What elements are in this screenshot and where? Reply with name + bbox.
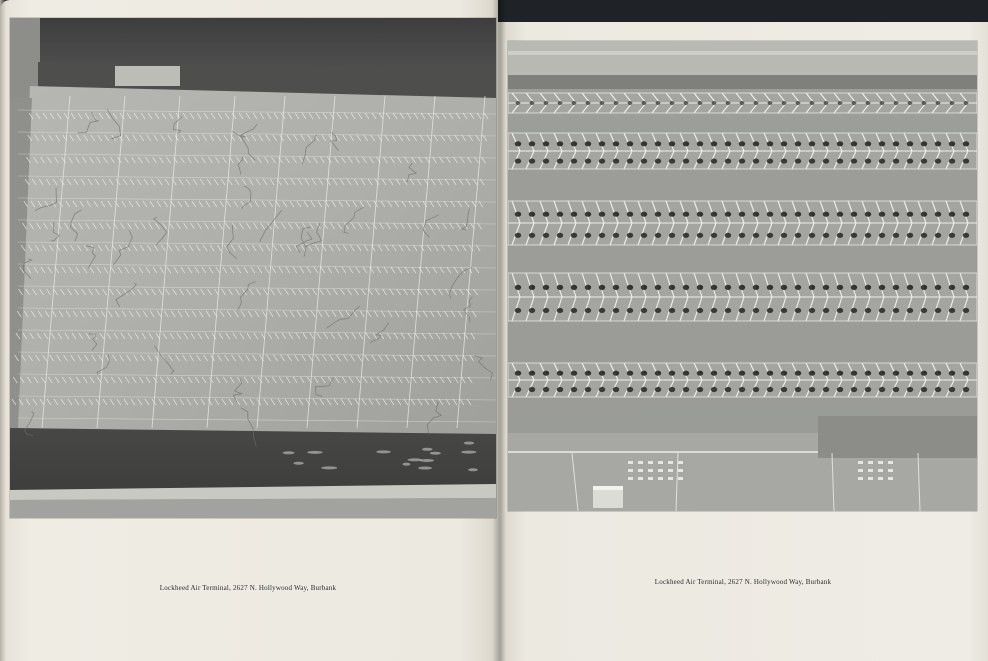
- page-edge: [0, 0, 6, 661]
- top-road: [508, 41, 977, 75]
- photo-caption-left: Lockheed Air Terminal, 2627 N. Hollywood Way, Burbank: [159, 584, 337, 592]
- right-photograph: [508, 41, 977, 511]
- left-photograph: [10, 18, 496, 518]
- parking-lot-photo-right: [508, 41, 977, 511]
- bottom-dark-strip: [10, 428, 496, 490]
- photo-caption-right: Lockheed Air Terminal, 2627 N. Hollywood Way, Burbank: [654, 578, 832, 586]
- parking-lot-photo-left: [10, 18, 496, 518]
